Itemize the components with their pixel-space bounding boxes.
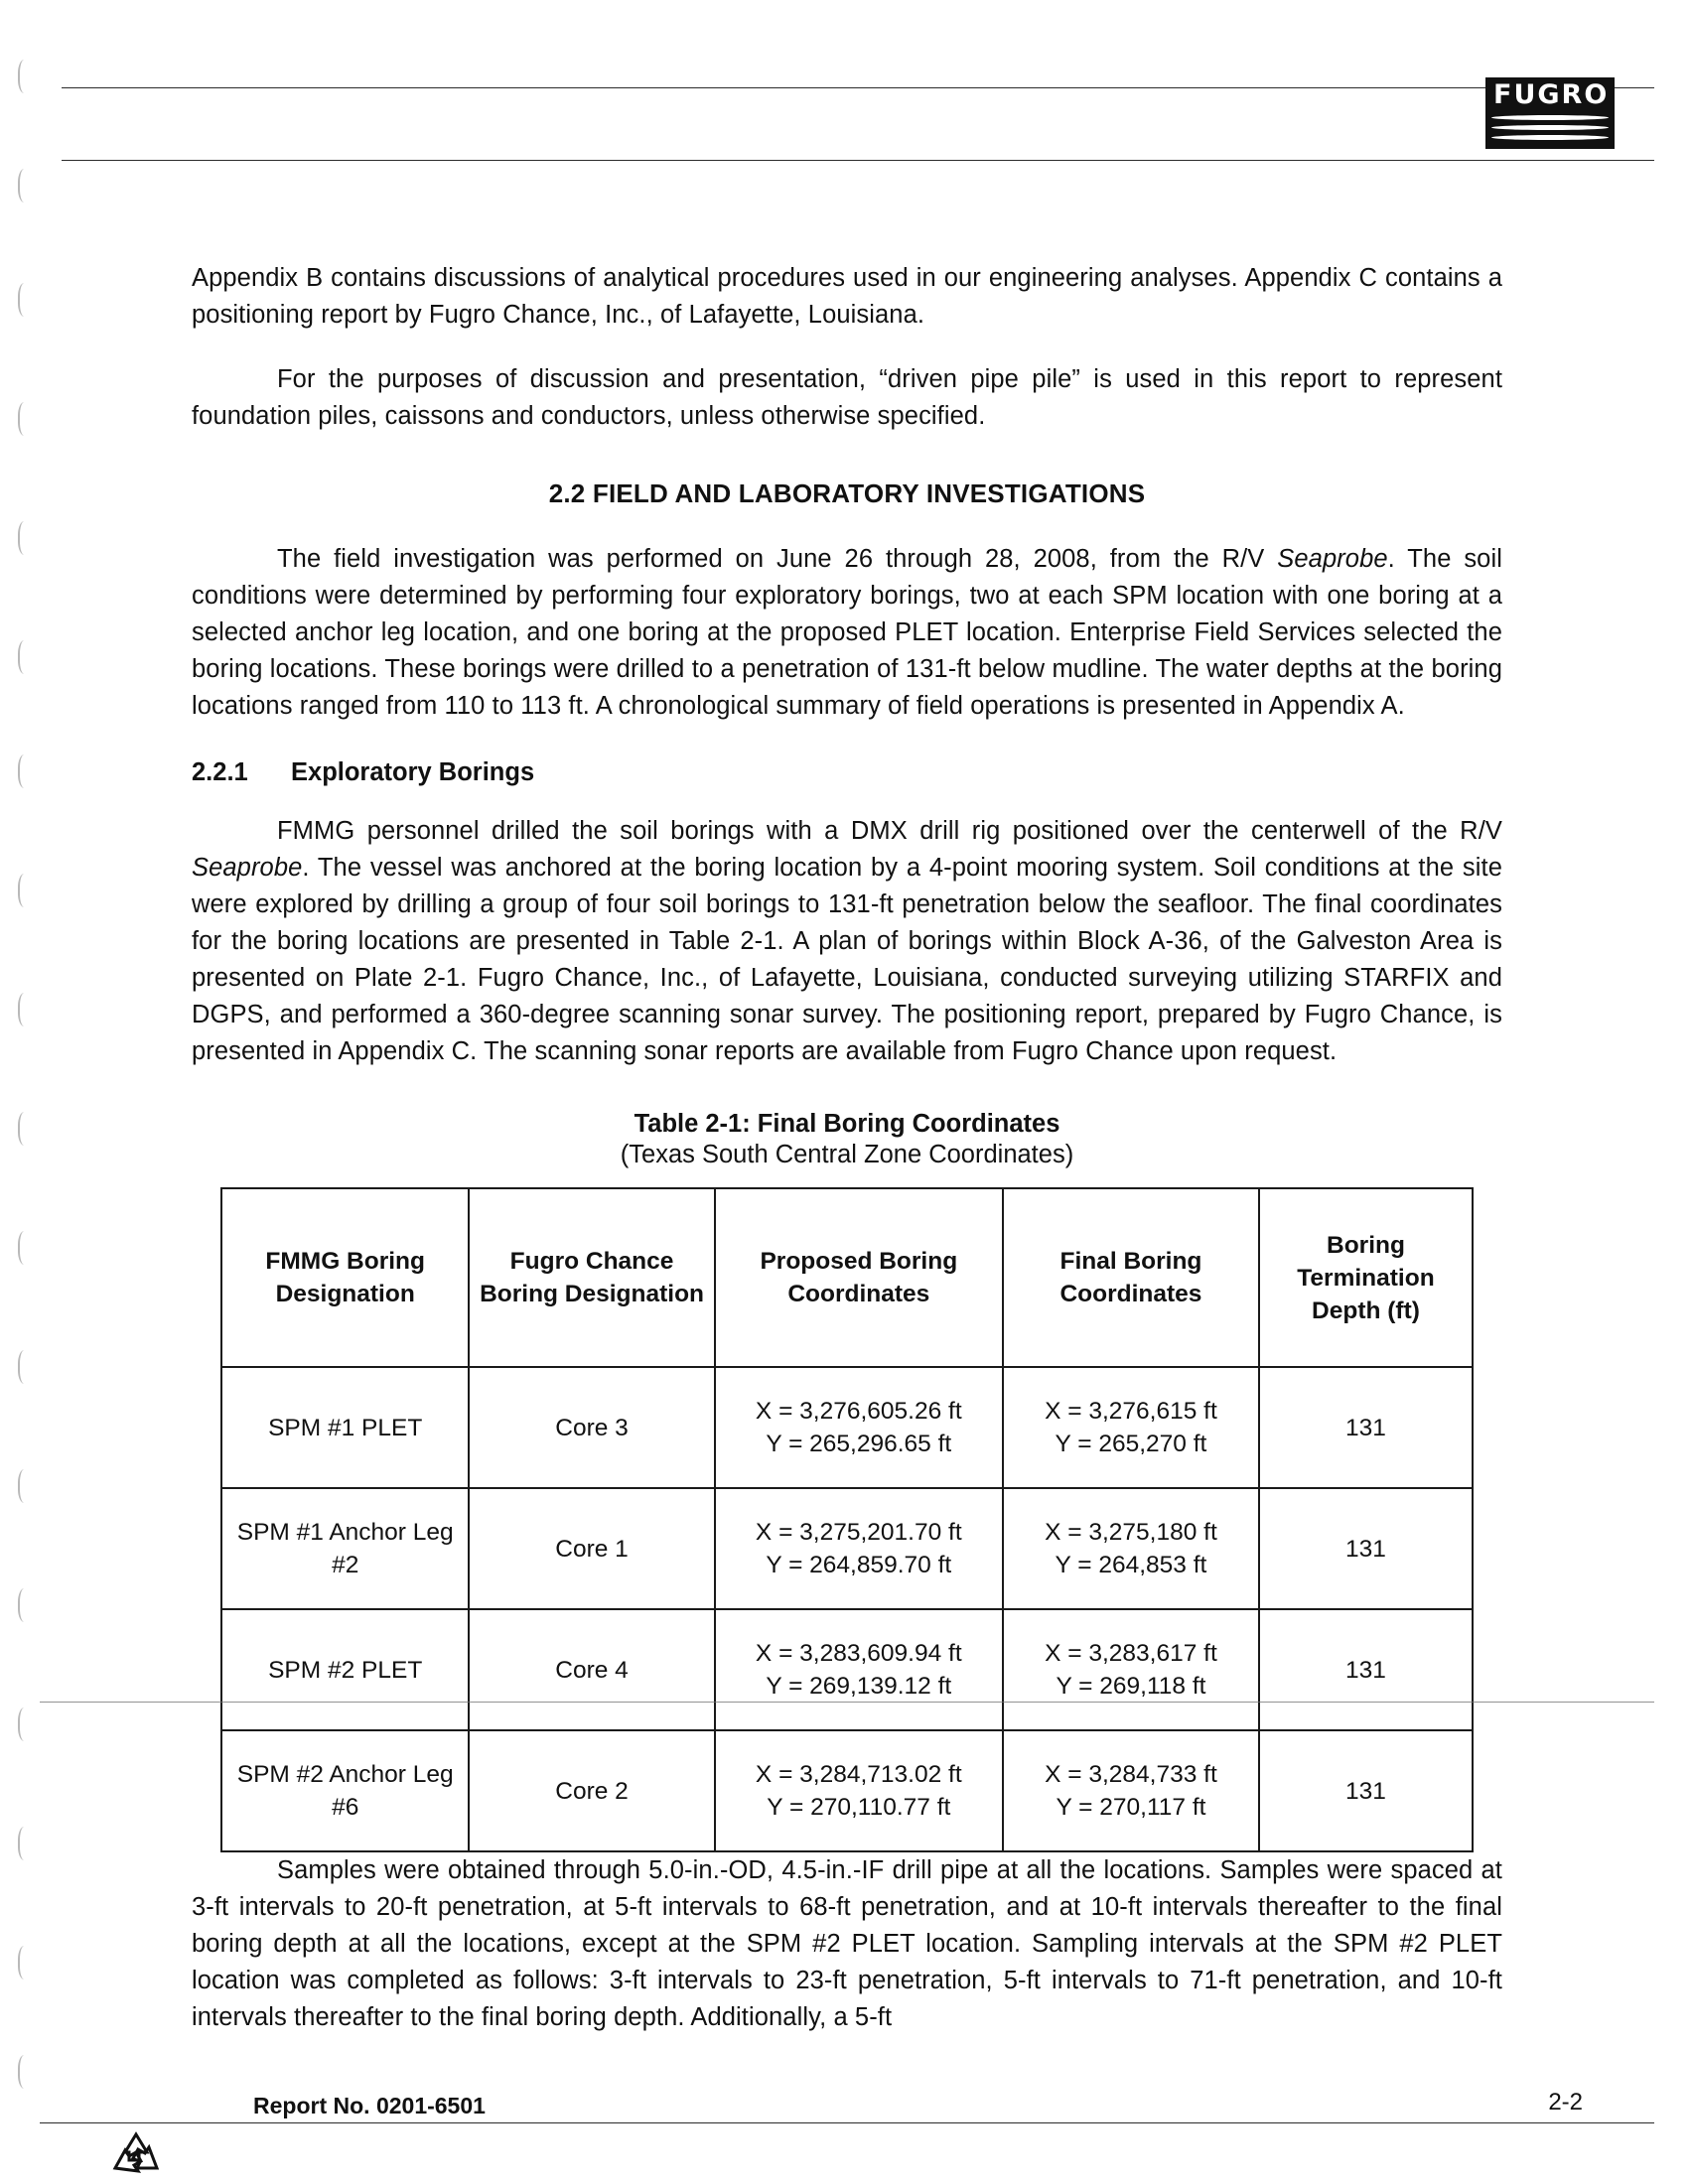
column-header-final-coordinates: Final Boring Coordinates bbox=[1003, 1188, 1259, 1367]
cell-fugro-designation: Core 1 bbox=[469, 1488, 714, 1609]
final-x: X = 3,276,615 ft bbox=[1045, 1398, 1217, 1425]
subsection-title: Exploratory Borings bbox=[291, 758, 535, 786]
footer-rule bbox=[40, 2122, 1654, 2123]
cell-proposed-coordinates bbox=[715, 1488, 1003, 1609]
header-rule-bottom bbox=[62, 160, 1654, 161]
section-heading-2-2: 2.2 FIELD AND LABORATORY INVESTIGATIONS bbox=[548, 478, 1146, 508]
scan-artifact-line bbox=[40, 1702, 1654, 1703]
final-y: Y = 264,853 ft bbox=[1055, 1552, 1207, 1578]
cell-fmmg-designation: SPM #1 PLET bbox=[221, 1367, 469, 1488]
final-x: X = 3,283,617 ft bbox=[1045, 1640, 1217, 1667]
table-row bbox=[221, 1730, 1473, 1851]
field-investigation-text-a: The field investigation was performed on June 26 through 28, 2008, from the R/V bbox=[277, 545, 1278, 573]
final-y: Y = 265,270 ft bbox=[1055, 1431, 1207, 1457]
logo-wave-icon bbox=[1491, 115, 1609, 120]
paragraph-sampling: Samples were obtained through 5.0-in.-OD, 4.5-in.-IF drill pipe at all the locations. Samples were spaced at 3-ft intervals to 20-ft penetration, at 5-ft intervals to 68-ft penetration, and at 10-ft intervals thereafter to the final boring depth at all the locations, except at the SPM #2 PLET location. Sampling intervals at the SPM #2 PLET location was completed as follows: 3-ft intervals to 23-ft penetration, 5-ft intervals to 71-ft penetration, and 10-ft intervals thereafter to the final boring depth. Additionally, a 5-ft bbox=[192, 1856, 1502, 2031]
document-body bbox=[192, 260, 1502, 2064]
vessel-name-italic: Seaprobe bbox=[1277, 545, 1388, 573]
table-caption: Table 2-1: Final Boring Coordinates bbox=[634, 1110, 1060, 1138]
cell-proposed-coordinates bbox=[715, 1367, 1003, 1488]
cell-fmmg-designation: SPM #2 PLET bbox=[221, 1609, 469, 1730]
cell-fugro-designation: Core 2 bbox=[469, 1730, 714, 1851]
report-number: Report No. 0201-6501 bbox=[253, 2093, 486, 2118]
cell-fmmg-designation: SPM #1 Anchor Leg #2 bbox=[221, 1488, 469, 1609]
header-rule-top bbox=[62, 87, 1654, 88]
proposed-x: X = 3,283,609.94 ft bbox=[755, 1640, 962, 1667]
proposed-y: Y = 265,296.65 ft bbox=[766, 1431, 952, 1457]
final-x: X = 3,275,180 ft bbox=[1045, 1519, 1217, 1546]
final-y: Y = 269,118 ft bbox=[1056, 1673, 1206, 1700]
cell-final-coordinates bbox=[1003, 1730, 1259, 1851]
logo-wave-icon bbox=[1491, 135, 1609, 140]
page-footer bbox=[0, 2045, 1692, 2184]
header-rules bbox=[62, 87, 1654, 161]
cell-termination-depth: 131 bbox=[1259, 1367, 1473, 1488]
fugro-logo-text: FUGRO bbox=[1493, 79, 1610, 110]
final-boring-coordinates-table bbox=[220, 1187, 1474, 1852]
table-row bbox=[221, 1488, 1473, 1609]
column-header-termination-depth: Boring Termination Depth (ft) bbox=[1259, 1188, 1473, 1367]
subsection-number: 2.2.1 bbox=[192, 758, 248, 786]
proposed-x: X = 3,275,201.70 ft bbox=[755, 1519, 962, 1546]
cell-final-coordinates bbox=[1003, 1367, 1259, 1488]
proposed-y: Y = 270,110.77 ft bbox=[767, 1794, 951, 1821]
logo-wave-icon bbox=[1491, 125, 1609, 130]
cell-proposed-coordinates bbox=[715, 1609, 1003, 1730]
table-row bbox=[221, 1609, 1473, 1730]
cell-fmmg-designation: SPM #2 Anchor Leg #6 bbox=[221, 1730, 469, 1851]
paragraph-driven-pipe-pile: For the purposes of discussion and presentation, “driven pipe pile” is used in this report to represent foundation piles, caissons and conductors, unless otherwise specified. bbox=[192, 365, 1502, 430]
field-investigation-text-b: . The soil conditions were determined by performing four exploratory borings, two at each SPM location with one boring at a selected anchor leg location, and one boring at the proposed PLET location. Enterprise Field Services selected the boring locations. These borings were drilled to a penetration of 131-ft below mudline. The water depths at the boring locations ranged from 110 to 113 ft. A chronological summary of field operations is presented in Appendix A. bbox=[192, 545, 1502, 720]
final-x: X = 3,284,733 ft bbox=[1045, 1761, 1217, 1788]
cell-proposed-coordinates bbox=[715, 1730, 1003, 1851]
paragraph-field-investigation bbox=[192, 541, 1502, 725]
paragraph-exploratory-borings bbox=[192, 813, 1502, 1070]
cell-termination-depth: 131 bbox=[1259, 1730, 1473, 1851]
paragraph-appendix-b: Appendix B contains discussions of analytical procedures used in our engineering analyses. Appendix C contains a positioning report by Fugro Chance, Inc., of Lafayette, Louisiana. bbox=[192, 264, 1502, 329]
column-header-proposed-coordinates: Proposed Boring Coordinates bbox=[715, 1188, 1003, 1367]
scan-edge-artifacts bbox=[18, 60, 48, 2105]
cell-final-coordinates bbox=[1003, 1488, 1259, 1609]
cell-termination-depth: 131 bbox=[1259, 1609, 1473, 1730]
proposed-x: X = 3,284,713.02 ft bbox=[755, 1761, 962, 1788]
subsection-heading-2-2-1 bbox=[192, 758, 1502, 787]
cell-fugro-designation: Core 4 bbox=[469, 1609, 714, 1730]
recycle-icon bbox=[109, 2130, 163, 2176]
proposed-y: Y = 264,859.70 ft bbox=[766, 1552, 952, 1578]
exploratory-text-a: FMMG personnel drilled the soil borings with a DMX drill rig positioned over the centerwell of the R/V bbox=[277, 817, 1502, 845]
exploratory-text-b: . The vessel was anchored at the boring location by a 4-point mooring system. Soil conditions at the site were explored by drilling a group of four soil borings to 131-ft penetration below the seafloor. The final coordinates for the boring locations are presented in Table 2-1. A plan of borings within Block A-36, of the Galveston Area is presented on Plate 2-1. Fugro Chance, Inc., of Lafayette, Louisiana, conducted surveying utilizing STARFIX and DGPS, and performed a 360-degree scanning sonar survey. The positioning report, prepared by Fugro Chance, is presented in Appendix C. The scanning sonar reports are available from Fugro Chance upon request. bbox=[192, 854, 1502, 1065]
column-header-fugro-chance: Fugro Chance Boring Designation bbox=[469, 1188, 714, 1367]
cell-termination-depth: 131 bbox=[1259, 1488, 1473, 1609]
table-header-row bbox=[221, 1188, 1473, 1367]
cell-fugro-designation: Core 3 bbox=[469, 1367, 714, 1488]
final-y: Y = 270,117 ft bbox=[1056, 1794, 1206, 1821]
fugro-logo bbox=[1485, 77, 1615, 149]
vessel-name-italic: Seaprobe bbox=[192, 854, 303, 882]
column-header-fmmg: FMMG Boring Designation bbox=[221, 1188, 469, 1367]
proposed-x: X = 3,276,605.26 ft bbox=[755, 1398, 962, 1425]
cell-final-coordinates bbox=[1003, 1609, 1259, 1730]
page-number: 2-2 bbox=[1548, 2089, 1583, 2116]
proposed-y: Y = 269,139.12 ft bbox=[766, 1673, 952, 1700]
table-subcaption: (Texas South Central Zone Coordinates) bbox=[620, 1141, 1074, 1168]
table-row bbox=[221, 1367, 1473, 1488]
